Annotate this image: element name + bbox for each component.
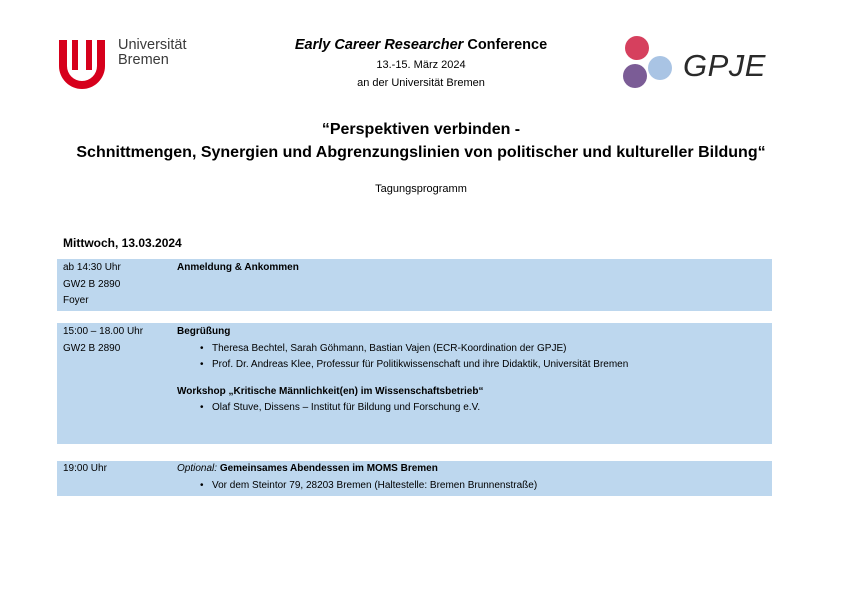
session-time: 19:00 Uhr	[63, 463, 107, 474]
bullet-icon: •	[200, 342, 204, 354]
conference-title-rest: Conference	[463, 37, 548, 53]
session-time: 15:00 – 18.00 Uhr	[63, 326, 144, 337]
conference-place: an der Universität Bremen	[357, 77, 485, 89]
session-room: GW2 B 2890	[63, 342, 121, 354]
session-location: Foyer	[63, 295, 89, 306]
list-item	[177, 357, 767, 374]
session-title: Anmeldung & Ankommen	[177, 262, 299, 273]
conference-title-italic: Early Career Researcher	[294, 37, 464, 53]
gpje-logo	[620, 35, 770, 90]
day-heading: Mittwoch, 13.03.2024	[63, 236, 182, 250]
list-item-text: Olaf Stuve, Dissens – Institut für Bildung und Forschung e.V.	[212, 402, 481, 413]
session-room: GW2 B 2890	[63, 278, 121, 290]
program-subtitle: Tagungsprogramm	[375, 183, 467, 195]
session-time-cell	[63, 260, 121, 310]
session-time-cell	[63, 324, 143, 357]
bullet-icon: •	[200, 359, 204, 370]
session-content-cell	[177, 461, 767, 494]
session-content-cell	[177, 260, 767, 277]
list-item	[177, 400, 767, 417]
session-block	[57, 323, 772, 444]
session-block	[57, 461, 772, 496]
main-title-line2: Schnittmengen, Synergien und Abgrenzungslinien von politischer und kultureller Bildung“	[76, 144, 766, 161]
main-title-line1: “Perspektiven verbinden -	[321, 121, 521, 138]
session-title: Begrüßung	[177, 326, 231, 337]
list-item-text: Theresa Bechtel, Sarah Göhmann, Bastian Vajen (ECR-Koordination der GPJE)	[212, 342, 567, 354]
university-name-line2: Bremen	[118, 52, 169, 68]
gpje-logo-text: GPJE	[683, 48, 766, 83]
session-title-line	[177, 461, 767, 478]
bullet-icon: •	[200, 402, 204, 413]
list-item-text: Vor dem Steintor 79, 28203 Bremen (Haltestelle: Bremen Brunnenstraße)	[212, 479, 538, 491]
list-item	[177, 341, 767, 358]
session-block	[57, 259, 772, 311]
university-name-line1: Universität	[118, 37, 187, 53]
workshop-title: Workshop „Kritische Männlichkeit(en) im Wissenschaftsbetrieb“	[177, 385, 484, 397]
list-item	[177, 478, 767, 495]
session-title-prefix: Optional:	[177, 463, 218, 474]
session-title: Gemeinsames Abendessen im MOMS Bremen	[219, 463, 438, 474]
list-item-text: Prof. Dr. Andreas Klee, Professur für Politikwissenschaft und ihre Didaktik, Universität Bremen	[212, 359, 629, 370]
bullet-icon: •	[200, 479, 204, 491]
session-content-cell	[177, 324, 767, 417]
session-time-cell	[63, 461, 107, 478]
gpje-circles-icon	[620, 35, 680, 90]
session-time: ab 14:30 Uhr	[63, 262, 121, 273]
conference-dates: 13.-15. März 2024	[376, 59, 466, 71]
